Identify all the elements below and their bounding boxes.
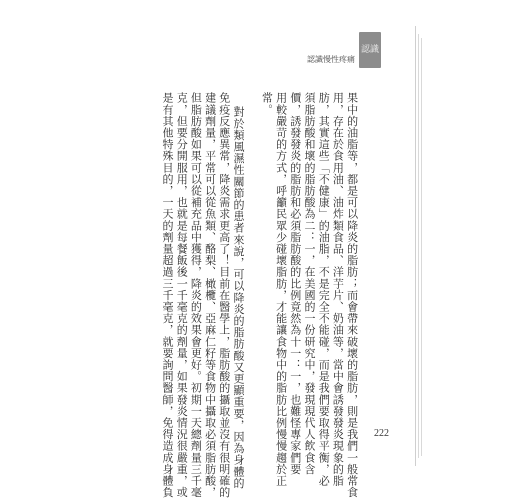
chapter-ornament: 認識 (359, 32, 381, 68)
text-column: 用較嚴苛的方式，呼籲民眾少碰壞脂肪，才能讓食物中的脂肪比例慢慢趨於正 (274, 92, 288, 487)
text-column: 常。 (260, 92, 274, 116)
text-column: 建議劑量，平常可以從魚類、酪梨、橄欖、亞麻仁籽等食物中攝取必須脂肪酸， (203, 92, 217, 498)
text-column: 免疫反應異常，降炎需求更高了！目前在醫學上，脂肪酸的攝取並沒有很明確的 (217, 92, 231, 498)
text-column: 價，誘發發炎的脂肪和必須脂肪酸的比例竟然為十一：一，也難怪專家們要 (288, 92, 302, 475)
page-edge (418, 34, 419, 458)
text-column: 是有其他特殊目的，一天的劑量超過三千毫克，就要詢問醫師，免得造成身體負 (160, 92, 174, 498)
text-column: 對於類風濕性關節的患者來說，可以降炎的脂肪酸又更顯重要，因為身體的 (231, 105, 245, 489)
page-edge (421, 38, 422, 456)
text-column: 須脂肪酸和壞的脂肪酸為二：一，在美國的一份研究中，發現現代人飲食含 (302, 92, 316, 475)
text-column: 但脂肪酸如果可以從補充品中獲得，降炎的效果會更好。初期一天總劑量三千毫 (189, 92, 203, 498)
text-column: 果中的油脂等，都是可以降炎的脂肪；而會帶來破壞的脂肪，則是我們一般常食 (345, 92, 359, 498)
text-column: 用，存在於食用油、油炸類食品、洋芋片、奶油等，當中會誘發發炎現象的脂 (331, 92, 345, 487)
running-head-title: 認識慢性疼痛 (307, 55, 355, 64)
text-column: 克，但要分開服用，也就是每餐飯後一千毫克的劑量，如果發炎情況很嚴重，或 (175, 92, 189, 498)
text-column: 肪，其實這些「不健康」的油脂，不是完全不能碰，而是我們要取得平衡，必 (317, 92, 331, 487)
running-head (307, 42, 355, 78)
page-number: 222 (374, 428, 389, 439)
